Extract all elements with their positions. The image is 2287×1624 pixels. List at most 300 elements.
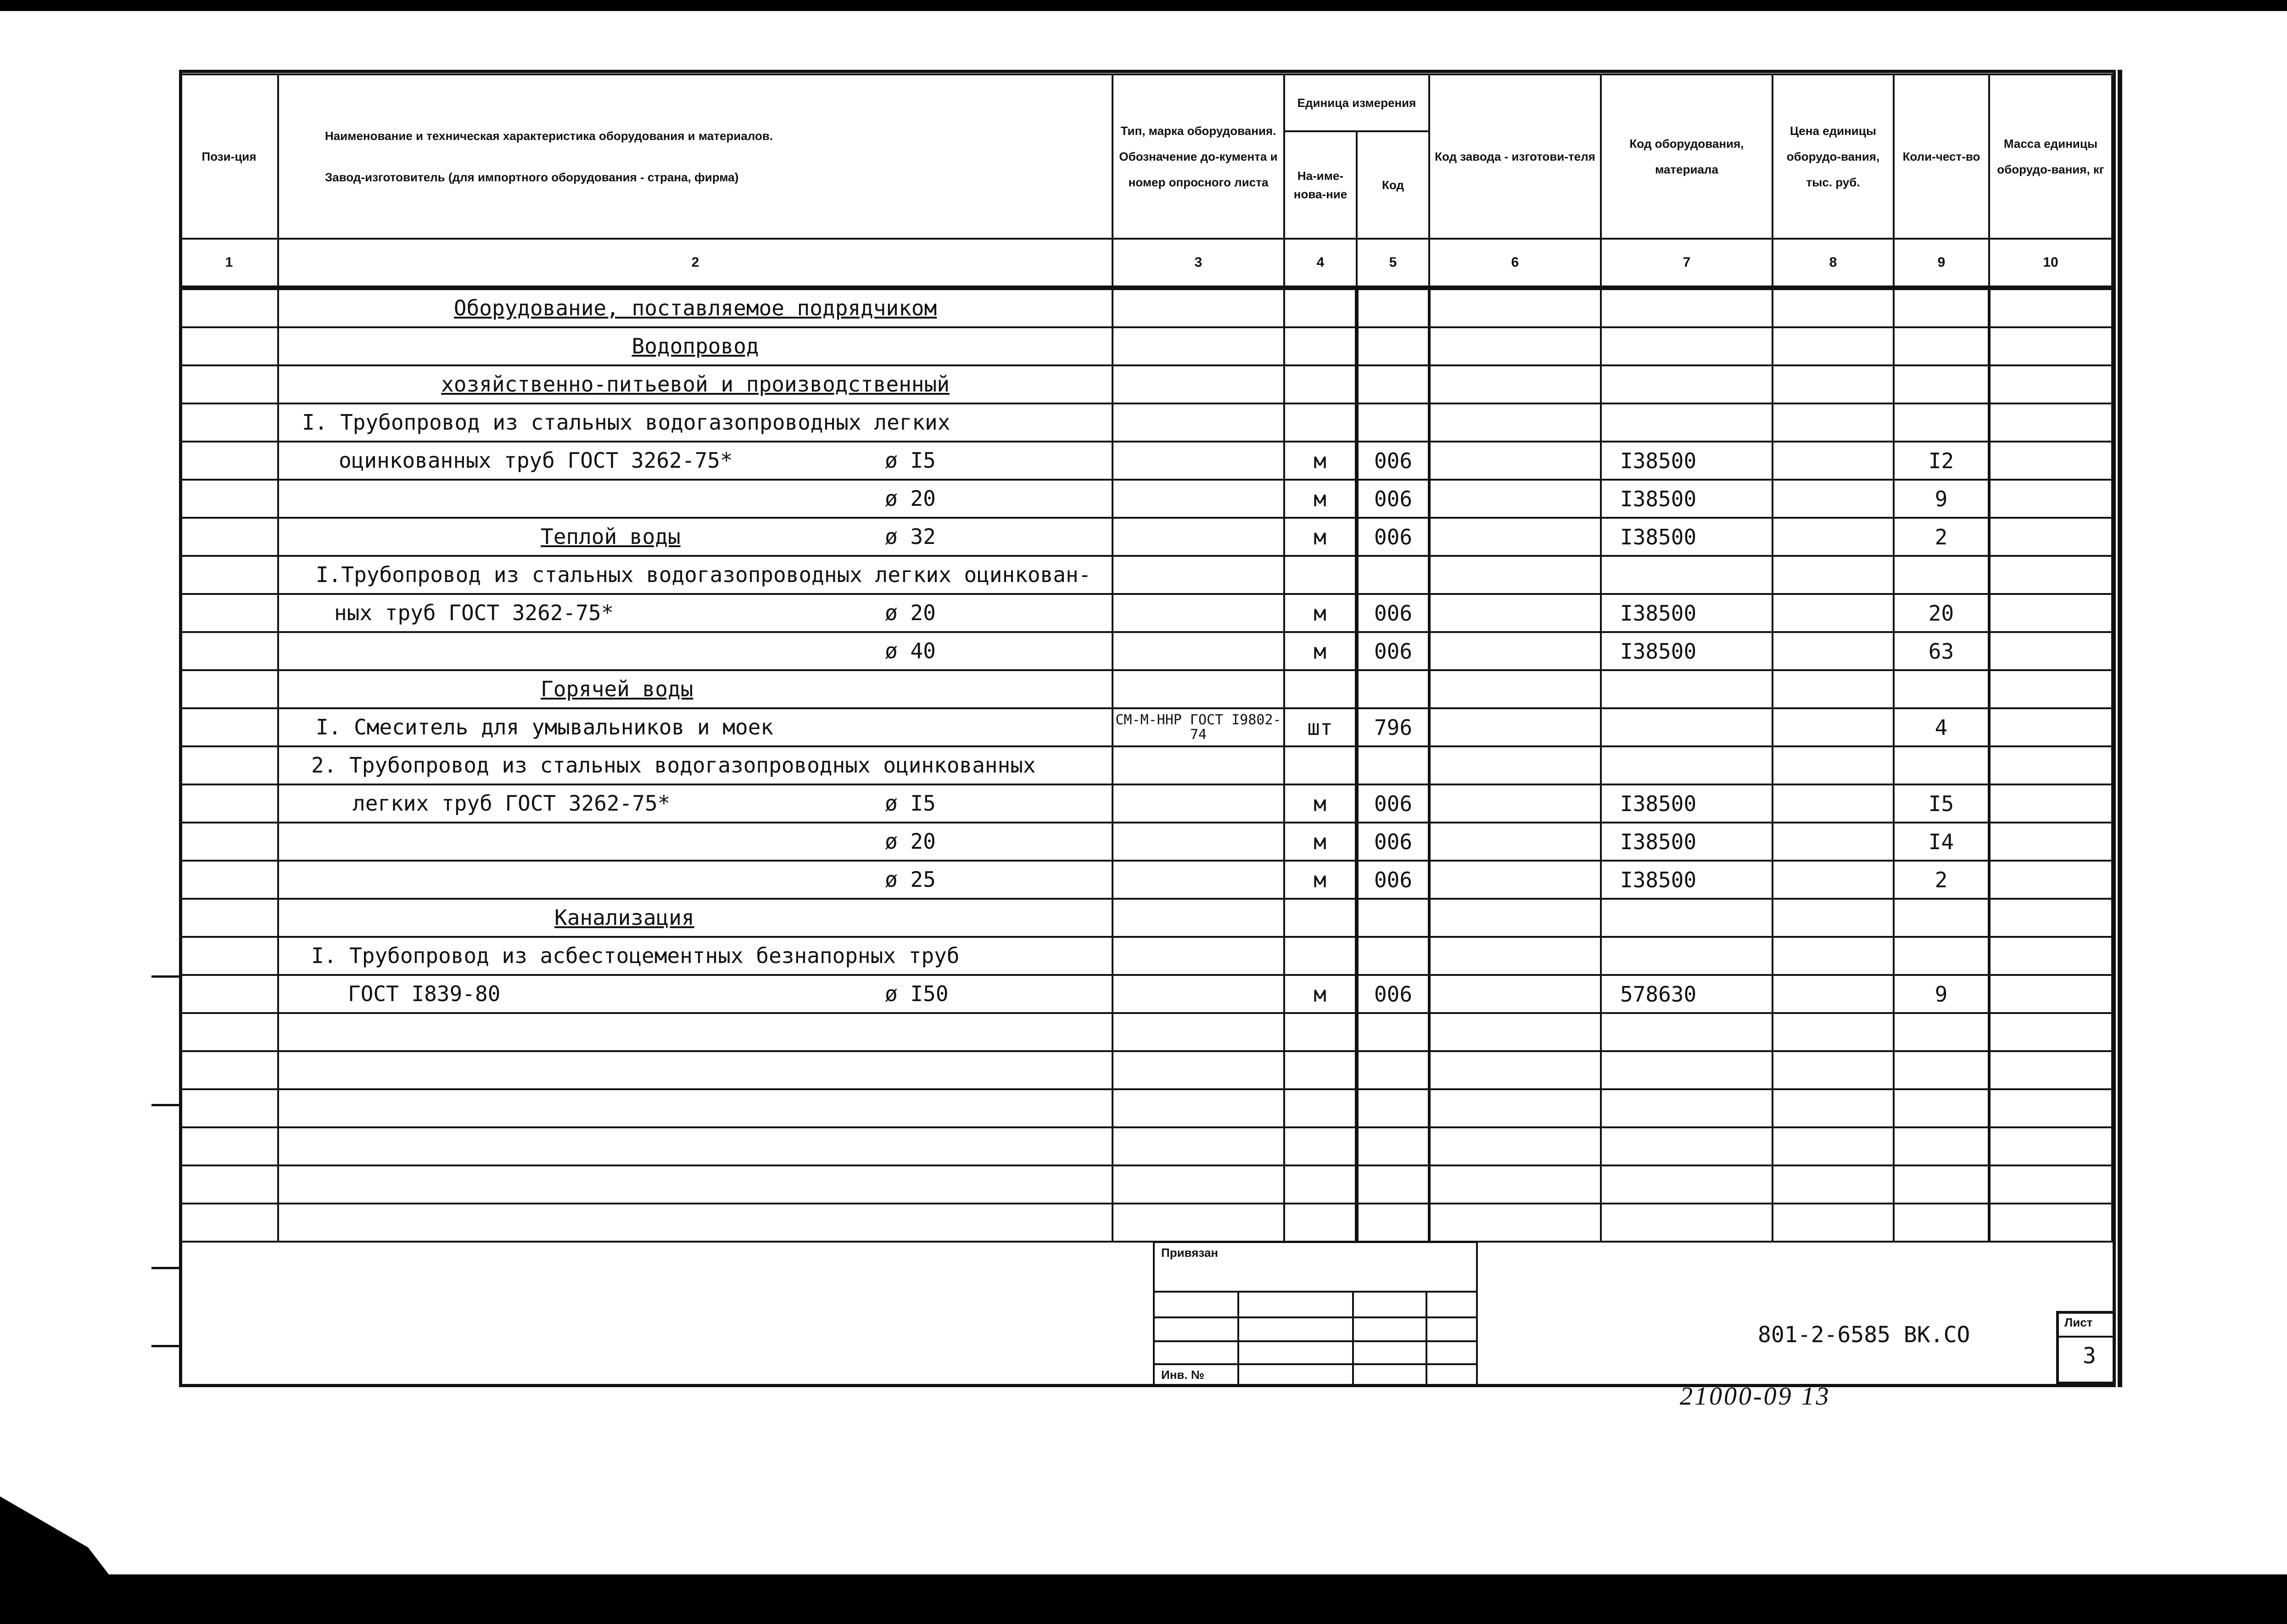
cell-position	[180, 1013, 278, 1051]
col-number: 8	[1773, 239, 1894, 288]
cell-mark	[1113, 899, 1284, 937]
cell-mark	[1113, 442, 1284, 480]
table-row	[180, 403, 2112, 442]
cell-price	[1773, 937, 1894, 975]
cell-quantity: I4	[1894, 823, 1989, 861]
cell-unit	[1284, 1089, 1357, 1127]
cell-name	[278, 1165, 1113, 1204]
cell-unit-code: 006	[1357, 975, 1429, 1013]
cell-mass	[1989, 632, 2112, 670]
binding-stamp	[1153, 1241, 1478, 1386]
cell-material-code	[1601, 708, 1773, 746]
cell-mass	[1989, 518, 2112, 556]
cell-mark	[1113, 746, 1284, 784]
cell-unit	[1284, 1013, 1357, 1051]
cell-unit-code	[1357, 937, 1429, 975]
cell-name	[278, 556, 1113, 594]
cell-name	[278, 594, 1113, 632]
name-cell-content	[279, 1090, 1112, 1126]
cell-name	[278, 670, 1113, 708]
cell-quantity	[1894, 1051, 1989, 1089]
cell-mass	[1989, 365, 2112, 403]
col-number: 6	[1429, 239, 1601, 288]
cell-unit: шт	[1284, 708, 1357, 746]
header-price: Цена единицы оборудо-вания, тыс. руб.	[1773, 74, 1894, 239]
cell-price	[1773, 746, 1894, 784]
cell-unit-code	[1357, 365, 1429, 403]
item-text: I. Трубопровод из асбестоцементных безнапорных труб	[311, 943, 960, 968]
name-cell-content	[279, 900, 1112, 936]
stamp-line	[1155, 1340, 1478, 1342]
cell-price	[1773, 823, 1894, 861]
cell-mass	[1989, 670, 2112, 708]
cell-quantity	[1894, 1165, 1989, 1204]
name-cell-content	[279, 862, 1112, 898]
cell-mass	[1989, 1013, 2112, 1051]
margin-tick	[151, 1345, 180, 1347]
item-text: I. Трубопровод из стальных водогазопроводных легких	[302, 410, 951, 435]
name-cell-content	[279, 709, 1112, 745]
cell-price	[1773, 365, 1894, 403]
cell-unit: м	[1284, 975, 1357, 1013]
name-cell-content	[279, 557, 1112, 593]
cell-mark	[1113, 1013, 1284, 1051]
diameter-text: ø 32	[885, 524, 936, 549]
item-text: ных труб ГОСТ 3262-75*	[334, 600, 614, 625]
item-text: I.Трубопровод из стальных водогазопроводных легких оцинкован-	[316, 562, 1091, 587]
cell-material-code	[1601, 937, 1773, 975]
cell-position	[180, 708, 278, 746]
drawing-frame-right-edge	[2118, 70, 2122, 1387]
cell-unit-code: 006	[1357, 632, 1429, 670]
cell-price	[1773, 632, 1894, 670]
cell-unit	[1284, 937, 1357, 975]
cell-price	[1773, 1165, 1894, 1204]
cell-price	[1773, 327, 1894, 365]
cell-unit-code: 006	[1357, 784, 1429, 823]
cell-position	[180, 746, 278, 784]
table-row	[180, 1051, 2112, 1089]
cell-position	[180, 594, 278, 632]
cell-price	[1773, 556, 1894, 594]
cell-position	[180, 861, 278, 899]
cell-factory-code	[1429, 1051, 1601, 1089]
cell-material-code: I38500	[1601, 823, 1773, 861]
table-row	[180, 442, 2112, 480]
cell-unit	[1284, 1165, 1357, 1204]
cell-mark	[1113, 1165, 1284, 1204]
cell-unit: м	[1284, 480, 1357, 518]
cell-name	[278, 1013, 1113, 1051]
name-cell-content	[279, 404, 1112, 441]
cell-quantity: I2	[1894, 442, 1989, 480]
cell-position	[180, 442, 278, 480]
cell-position	[180, 403, 278, 442]
cell-price	[1773, 670, 1894, 708]
cell-mass	[1989, 708, 2112, 746]
cell-position	[180, 1051, 278, 1089]
diameter-text: ø 20	[885, 486, 936, 511]
cell-quantity	[1894, 899, 1989, 937]
cell-material-code	[1601, 1013, 1773, 1051]
cell-mass	[1989, 442, 2112, 480]
cell-unit-code	[1357, 1165, 1429, 1204]
name-cell-content	[279, 366, 1112, 403]
cell-material-code	[1601, 365, 1773, 403]
cell-factory-code	[1429, 1165, 1601, 1204]
name-cell-content	[279, 633, 1112, 669]
cell-price	[1773, 1127, 1894, 1165]
cell-name	[278, 327, 1113, 365]
cell-material-code: I38500	[1601, 861, 1773, 899]
col-number: 2	[278, 239, 1113, 288]
cell-price	[1773, 975, 1894, 1013]
header-name	[278, 74, 1113, 239]
header-name-line2: Завод-изготовитель (для импортного оборудования - страна, фирма)	[325, 170, 739, 184]
table-row	[180, 1165, 2112, 1204]
item-text: 2. Трубопровод из стальных водогазопроводных оцинкованных	[311, 753, 1036, 778]
cell-material-code: I38500	[1601, 480, 1773, 518]
name-cell-content	[279, 1128, 1112, 1165]
name-cell-content	[279, 938, 1112, 974]
name-cell-content	[279, 1204, 1112, 1241]
cell-factory-code	[1429, 327, 1601, 365]
header-type: Тип, марка оборудования. Обозначение до-кумента и номер опросного листа	[1113, 74, 1284, 239]
name-cell-content	[279, 1014, 1112, 1050]
cell-mark	[1113, 670, 1284, 708]
cell-price	[1773, 1051, 1894, 1089]
cell-mass	[1989, 784, 2112, 823]
name-cell-content	[279, 747, 1112, 784]
cell-name	[278, 1051, 1113, 1089]
cell-unit-code: 006	[1357, 518, 1429, 556]
name-cell-content	[279, 328, 1112, 364]
cell-material-code	[1601, 670, 1773, 708]
cell-position	[180, 632, 278, 670]
table-row	[180, 670, 2112, 708]
item-text: I. Смеситель для умывальников и моек	[316, 715, 773, 739]
cell-factory-code	[1429, 594, 1601, 632]
cell-name	[278, 480, 1113, 518]
cell-mark	[1113, 784, 1284, 823]
cell-price	[1773, 288, 1894, 327]
cell-unit	[1284, 670, 1357, 708]
name-cell-content	[279, 785, 1112, 822]
cell-name	[278, 632, 1113, 670]
cell-mark	[1113, 937, 1284, 975]
stamp-line	[1155, 1363, 1478, 1365]
table-row	[180, 556, 2112, 594]
cell-quantity: 4	[1894, 708, 1989, 746]
cell-quantity	[1894, 403, 1989, 442]
cell-factory-code	[1429, 899, 1601, 937]
cell-unit	[1284, 1204, 1357, 1242]
cell-price	[1773, 708, 1894, 746]
name-cell-content	[279, 976, 1112, 1012]
col-number: 4	[1284, 239, 1357, 288]
col-number: 1	[180, 239, 278, 288]
cell-mass	[1989, 556, 2112, 594]
cell-unit-code: 006	[1357, 480, 1429, 518]
table-row	[180, 746, 2112, 784]
cell-mark	[1113, 594, 1284, 632]
table-row	[180, 1013, 2112, 1051]
cell-name	[278, 823, 1113, 861]
cell-mass	[1989, 746, 2112, 784]
table-row	[180, 480, 2112, 518]
cell-factory-code	[1429, 480, 1601, 518]
cell-quantity	[1894, 365, 1989, 403]
cell-quantity: 2	[1894, 518, 1989, 556]
cell-mark: СМ-М-ННР ГОСТ I9802-74	[1113, 708, 1284, 746]
cell-mass	[1989, 1204, 2112, 1242]
cell-factory-code	[1429, 823, 1601, 861]
cell-price	[1773, 1204, 1894, 1242]
cell-price	[1773, 784, 1894, 823]
name-cell-content	[279, 442, 1112, 479]
cell-material-code: 578630	[1601, 975, 1773, 1013]
cell-quantity	[1894, 670, 1989, 708]
cell-material-code: I38500	[1601, 632, 1773, 670]
cell-mass	[1989, 1127, 2112, 1165]
cell-unit: м	[1284, 442, 1357, 480]
cell-unit	[1284, 365, 1357, 403]
diameter-text: ø I50	[885, 981, 949, 1006]
sheet-number: 3	[2083, 1343, 2096, 1369]
cell-unit	[1284, 1127, 1357, 1165]
name-cell-content	[279, 823, 1112, 860]
cell-position	[180, 556, 278, 594]
cell-mark	[1113, 556, 1284, 594]
cell-price	[1773, 594, 1894, 632]
name-cell-content	[279, 481, 1112, 517]
header-name-line1: Наименование и техническая характеристика оборудования и материалов.	[325, 129, 773, 143]
cell-mark	[1113, 1089, 1284, 1127]
cell-name	[278, 708, 1113, 746]
cell-unit-code	[1357, 899, 1429, 937]
cell-quantity	[1894, 556, 1989, 594]
cell-material-code	[1601, 1204, 1773, 1242]
table-row	[180, 1127, 2112, 1165]
cell-mass	[1989, 480, 2112, 518]
table-row	[180, 288, 2112, 327]
cell-quantity	[1894, 937, 1989, 975]
cell-position	[180, 365, 278, 403]
cell-material-code	[1601, 556, 1773, 594]
cell-factory-code	[1429, 975, 1601, 1013]
cell-price	[1773, 403, 1894, 442]
cell-mass	[1989, 1089, 2112, 1127]
header-unit-name: На-име-нова-ние	[1284, 131, 1357, 239]
cell-unit	[1284, 556, 1357, 594]
cell-position	[180, 975, 278, 1013]
cell-name	[278, 1089, 1113, 1127]
cell-unit	[1284, 288, 1357, 327]
cell-unit: м	[1284, 784, 1357, 823]
table-row	[180, 823, 2112, 861]
cell-price	[1773, 1089, 1894, 1127]
cell-mark	[1113, 1051, 1284, 1089]
cell-position	[180, 823, 278, 861]
cell-mark	[1113, 288, 1284, 327]
cell-factory-code	[1429, 288, 1601, 327]
stamp-line	[1237, 1291, 1239, 1387]
cell-mass	[1989, 937, 2112, 975]
name-cell-content	[279, 671, 1112, 707]
header-material-code: Код оборудования, материала	[1601, 74, 1773, 239]
cell-unit: м	[1284, 861, 1357, 899]
cell-mark	[1113, 861, 1284, 899]
cell-quantity: 2	[1894, 861, 1989, 899]
cell-material-code	[1601, 1089, 1773, 1127]
cell-quantity	[1894, 288, 1989, 327]
table-row	[180, 518, 2112, 556]
cell-factory-code	[1429, 937, 1601, 975]
cell-material-code	[1601, 327, 1773, 365]
cell-factory-code	[1429, 442, 1601, 480]
cell-mark	[1113, 403, 1284, 442]
cell-unit-code	[1357, 403, 1429, 442]
cell-quantity: 63	[1894, 632, 1989, 670]
cell-name	[278, 1204, 1113, 1242]
cell-factory-code	[1429, 746, 1601, 784]
cell-mass	[1989, 1051, 2112, 1089]
cell-mass	[1989, 594, 2112, 632]
cell-factory-code	[1429, 518, 1601, 556]
cell-quantity: I5	[1894, 784, 1989, 823]
cell-quantity: 20	[1894, 594, 1989, 632]
cell-mark	[1113, 823, 1284, 861]
cell-unit-code	[1357, 1089, 1429, 1127]
cell-mark	[1113, 1204, 1284, 1242]
cell-mass	[1989, 823, 2112, 861]
cell-price	[1773, 899, 1894, 937]
cell-unit	[1284, 899, 1357, 937]
cell-quantity: 9	[1894, 480, 1989, 518]
table-row	[180, 1204, 2112, 1242]
cell-material-code: I38500	[1601, 594, 1773, 632]
item-text: Теплой воды	[541, 524, 681, 549]
item-text: Оборудование, поставляемое подрядчиком	[453, 296, 937, 320]
diameter-text: ø 20	[885, 829, 936, 854]
cell-name	[278, 403, 1113, 442]
cell-unit-code	[1357, 1051, 1429, 1089]
header-position: Пози-ция	[180, 74, 278, 239]
cell-position	[180, 1204, 278, 1242]
sheet-divider	[2059, 1336, 2113, 1338]
cell-material-code: I38500	[1601, 784, 1773, 823]
cell-unit-code	[1357, 1204, 1429, 1242]
cell-position	[180, 518, 278, 556]
cell-mass	[1989, 327, 2112, 365]
table-row	[180, 975, 2112, 1013]
name-cell-content	[279, 519, 1112, 555]
cell-factory-code	[1429, 670, 1601, 708]
cell-quantity	[1894, 1089, 1989, 1127]
cell-mass	[1989, 899, 2112, 937]
margin-tick	[151, 975, 180, 978]
stamp-line	[1155, 1291, 1478, 1293]
cell-name	[278, 975, 1113, 1013]
cell-position	[180, 937, 278, 975]
cell-factory-code	[1429, 632, 1601, 670]
stamp-line	[1352, 1291, 1354, 1387]
cell-name	[278, 365, 1113, 403]
header-unit-group: Единица измерения	[1284, 74, 1429, 131]
table-row	[180, 1089, 2112, 1127]
cell-material-code: I38500	[1601, 442, 1773, 480]
cell-factory-code	[1429, 556, 1601, 594]
cell-name	[278, 442, 1113, 480]
cell-price	[1773, 480, 1894, 518]
header-unit-code: Код	[1357, 131, 1429, 239]
cell-position	[180, 480, 278, 518]
cell-material-code	[1601, 1127, 1773, 1165]
cell-price	[1773, 518, 1894, 556]
cell-mark	[1113, 1127, 1284, 1165]
name-cell-content	[279, 290, 1112, 326]
header-quantity: Коли-чест-во	[1894, 74, 1989, 239]
cell-mark	[1113, 975, 1284, 1013]
cell-mass	[1989, 975, 2112, 1013]
table-row	[180, 327, 2112, 365]
cell-unit	[1284, 1051, 1357, 1089]
header-mass: Масса единицы оборудо-вания, кг	[1989, 74, 2112, 239]
diameter-text: ø I5	[885, 448, 936, 473]
scan-border-top	[0, 0, 2287, 11]
header-factory-code: Код завода - изготови-теля	[1429, 74, 1601, 239]
cell-factory-code	[1429, 861, 1601, 899]
col-number: 9	[1894, 239, 1989, 288]
cell-mass	[1989, 403, 2112, 442]
scan-page-corner	[0, 1496, 147, 1624]
sheet-box	[2056, 1311, 2116, 1384]
cell-name	[278, 899, 1113, 937]
cell-unit-code: 006	[1357, 594, 1429, 632]
cell-mark	[1113, 632, 1284, 670]
stamp-title: Привязан	[1161, 1246, 1219, 1260]
item-text: Канализация	[554, 905, 694, 930]
cell-name	[278, 861, 1113, 899]
col-number: 3	[1113, 239, 1284, 288]
cell-material-code	[1601, 403, 1773, 442]
table-row	[180, 899, 2112, 937]
cell-material-code	[1601, 1051, 1773, 1089]
table-row	[180, 365, 2112, 403]
cell-position	[180, 899, 278, 937]
cell-unit-code: 006	[1357, 823, 1429, 861]
item-text: хозяйственно-питьевой и производственный	[441, 372, 950, 397]
cell-quantity	[1894, 1013, 1989, 1051]
scan-border-bottom	[0, 1574, 2287, 1624]
cell-position	[180, 670, 278, 708]
cell-factory-code	[1429, 1127, 1601, 1165]
cell-quantity	[1894, 746, 1989, 784]
cell-price	[1773, 442, 1894, 480]
cell-unit-code	[1357, 670, 1429, 708]
cell-quantity: 9	[1894, 975, 1989, 1013]
cell-unit-code	[1357, 746, 1429, 784]
cell-position	[180, 288, 278, 327]
cell-name	[278, 1127, 1113, 1165]
document-code: 801-2-6585 ВК.СО	[1758, 1322, 1970, 1348]
cell-material-code: I38500	[1601, 518, 1773, 556]
stamp-inventory-label: Инв. №	[1161, 1368, 1204, 1382]
table-row	[180, 594, 2112, 632]
cell-price	[1773, 861, 1894, 899]
col-number: 10	[1989, 239, 2112, 288]
col-number: 5	[1357, 239, 1429, 288]
